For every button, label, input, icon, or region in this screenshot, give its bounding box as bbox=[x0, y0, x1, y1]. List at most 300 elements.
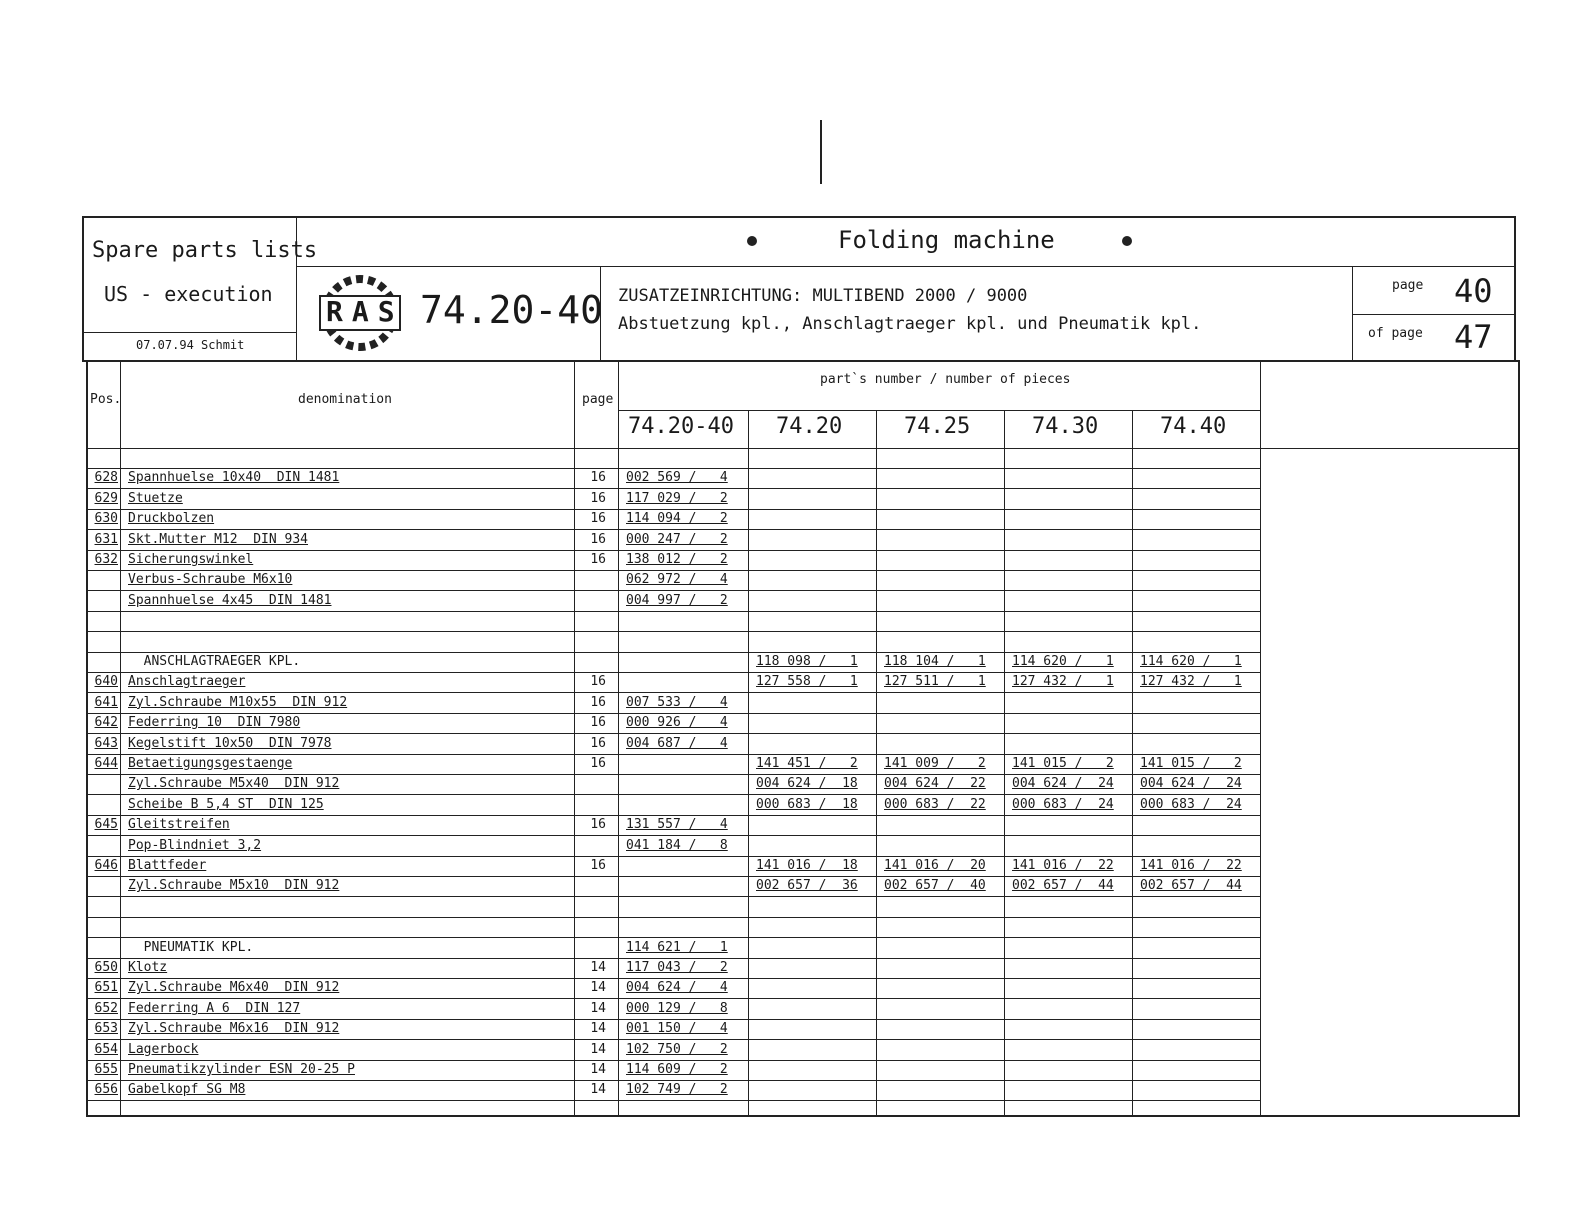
cell-part-number bbox=[1012, 550, 1130, 570]
logo-text: RAS bbox=[326, 295, 404, 328]
cell-page: 16 bbox=[590, 552, 606, 567]
col-variant-5: 74.40 bbox=[1160, 414, 1227, 439]
cell-part-number bbox=[884, 999, 1002, 1019]
subtitle-left: US - execution bbox=[104, 282, 273, 306]
cell-name: Druckbolzen bbox=[128, 511, 215, 527]
cell-part-number: 138 012 / 2 bbox=[626, 552, 728, 567]
cell-part-number bbox=[1012, 632, 1130, 652]
cell-part-number bbox=[756, 917, 874, 937]
cell-part-number bbox=[756, 734, 874, 754]
cell-pos: 651 bbox=[94, 980, 118, 996]
cell-part-number bbox=[626, 672, 744, 692]
cell-page bbox=[578, 917, 606, 937]
cell-part-number: 004 624 / 24 bbox=[1012, 776, 1114, 792]
cell-pos bbox=[90, 795, 118, 815]
cell-part-number: 127 558 / 1 bbox=[756, 674, 858, 690]
registration-mark bbox=[820, 120, 822, 184]
cell-part-number bbox=[884, 509, 1002, 529]
cell-pos: 654 bbox=[94, 1041, 118, 1057]
model-number: 74.20-40 bbox=[420, 288, 604, 332]
cell-pos bbox=[90, 570, 118, 590]
cell-part-number bbox=[1140, 958, 1258, 978]
cell-part-number bbox=[1140, 1080, 1258, 1100]
cell-page bbox=[578, 836, 606, 856]
cell-pos: 646 bbox=[94, 858, 118, 873]
table-row bbox=[82, 468, 1518, 488]
col-variant-1: 74.20-40 bbox=[628, 414, 734, 439]
bullet-right bbox=[1122, 236, 1132, 246]
cell-pos: 641 bbox=[94, 694, 118, 710]
cell-part-number bbox=[884, 836, 1002, 856]
cell-part-number bbox=[1012, 693, 1130, 713]
table-row bbox=[82, 917, 1518, 937]
cell-name: Anschlagtraeger bbox=[128, 674, 246, 690]
cell-part-number bbox=[1140, 632, 1258, 652]
cell-name: Klotz bbox=[128, 960, 168, 975]
cell-part-number bbox=[1140, 734, 1258, 754]
cell-pos bbox=[90, 652, 118, 672]
table-row bbox=[82, 591, 1518, 611]
cell-name bbox=[128, 448, 568, 468]
cell-part-number bbox=[756, 836, 874, 856]
table-row bbox=[82, 754, 1518, 774]
cell-part-number: 004 997 / 2 bbox=[626, 592, 728, 608]
cell-name: PNEUMATIK KPL. bbox=[128, 939, 254, 955]
cell-part-number bbox=[884, 958, 1002, 978]
cell-part-number bbox=[884, 1060, 1002, 1080]
cell-pos bbox=[90, 836, 118, 856]
table-row bbox=[82, 978, 1518, 998]
cell-part-number bbox=[756, 693, 874, 713]
cell-pos bbox=[90, 938, 118, 958]
cell-part-number bbox=[626, 652, 744, 672]
cell-part-number bbox=[756, 1080, 874, 1100]
cell-part-number bbox=[756, 938, 874, 958]
col-variant-3: 74.25 bbox=[904, 414, 971, 439]
cell-part-number: 118 104 / 1 bbox=[884, 654, 986, 669]
cell-part-number bbox=[756, 1040, 874, 1060]
cell-page bbox=[578, 570, 606, 590]
cell-part-number bbox=[626, 774, 744, 794]
cell-page: 14 bbox=[590, 980, 606, 996]
cell-part-number bbox=[756, 591, 874, 611]
cell-part-number bbox=[884, 734, 1002, 754]
spare-parts-sheet bbox=[82, 216, 1518, 1117]
cell-name: Gleitstreifen bbox=[128, 817, 230, 833]
cell-part-number bbox=[1012, 734, 1130, 754]
cell-part-number bbox=[1140, 815, 1258, 835]
cell-part-number bbox=[884, 897, 1002, 917]
cell-part-number bbox=[884, 550, 1002, 570]
cell-part-number bbox=[1140, 550, 1258, 570]
cell-part-number: 102 750 / 2 bbox=[626, 1041, 728, 1057]
cell-part-number bbox=[1012, 468, 1130, 488]
cell-part-number bbox=[626, 754, 744, 774]
title-left: Spare parts lists bbox=[92, 238, 318, 263]
cell-part-number bbox=[1140, 938, 1258, 958]
table-row bbox=[82, 448, 1518, 468]
cell-pos bbox=[90, 448, 118, 468]
cell-part-number: 127 432 / 1 bbox=[1012, 674, 1114, 690]
cell-name: Blattfeder bbox=[128, 858, 207, 873]
cell-part-number bbox=[756, 1060, 874, 1080]
cell-part-number bbox=[626, 632, 744, 652]
cell-part-number bbox=[1012, 815, 1130, 835]
cell-part-number bbox=[1140, 591, 1258, 611]
cell-part-number bbox=[1012, 958, 1130, 978]
cell-part-number: 000 129 / 8 bbox=[626, 1000, 728, 1016]
cell-name bbox=[128, 917, 568, 937]
cell-page bbox=[578, 632, 606, 652]
cell-part-number bbox=[1140, 489, 1258, 509]
cell-part-number bbox=[756, 815, 874, 835]
cell-page: 14 bbox=[590, 1062, 606, 1077]
cell-part-number: 114 094 / 2 bbox=[626, 511, 728, 527]
description-line-2: Abstuetzung kpl., Anschlagtraeger kpl. und Pneumatik kpl. bbox=[618, 314, 1202, 334]
cell-part-number: 141 016 / 18 bbox=[756, 858, 858, 873]
cell-page bbox=[578, 652, 606, 672]
cell-pos: 650 bbox=[94, 960, 118, 975]
cell-page: 14 bbox=[590, 1000, 606, 1016]
cell-part-number: 000 683 / 24 bbox=[1012, 796, 1114, 812]
machine-title: Folding machine bbox=[838, 226, 1055, 254]
cell-part-number bbox=[1140, 570, 1258, 590]
cell-part-number bbox=[884, 693, 1002, 713]
cell-part-number bbox=[1012, 448, 1130, 468]
cell-part-number: 141 016 / 22 bbox=[1012, 858, 1114, 873]
cell-part-number bbox=[884, 448, 1002, 468]
cell-part-number bbox=[884, 1040, 1002, 1060]
cell-page: 14 bbox=[590, 1041, 606, 1057]
cell-name: Spannhuelse 10x40 DIN 1481 bbox=[128, 470, 340, 486]
cell-part-number bbox=[884, 978, 1002, 998]
cell-part-number bbox=[884, 938, 1002, 958]
of-page-value: 47 bbox=[1454, 318, 1493, 356]
cell-part-number: 002 657 / 44 bbox=[1140, 878, 1242, 894]
cell-part-number: 141 015 / 2 bbox=[1140, 756, 1242, 771]
cell-part-number bbox=[1012, 1040, 1130, 1060]
table-row bbox=[82, 530, 1518, 550]
cell-pos: 644 bbox=[94, 756, 118, 771]
table-row bbox=[82, 672, 1518, 692]
cell-part-number: 141 451 / 2 bbox=[756, 756, 858, 771]
table-row bbox=[82, 611, 1518, 631]
col-variant-2: 74.20 bbox=[776, 414, 843, 439]
table-row bbox=[82, 999, 1518, 1019]
cell-part-number: 118 098 / 1 bbox=[756, 654, 858, 669]
cell-part-number bbox=[1012, 938, 1130, 958]
cell-part-number bbox=[1140, 713, 1258, 733]
cell-part-number: 114 621 / 1 bbox=[626, 939, 728, 955]
cell-part-number bbox=[1140, 1060, 1258, 1080]
cell-part-number: 131 557 / 4 bbox=[626, 817, 728, 833]
cell-name: Zyl.Schraube M5x10 DIN 912 bbox=[128, 878, 340, 894]
cell-part-number: 004 624 / 4 bbox=[626, 980, 728, 996]
ras-logo bbox=[316, 274, 404, 352]
cell-part-number bbox=[884, 489, 1002, 509]
cell-part-number bbox=[756, 713, 874, 733]
bullet-left bbox=[747, 236, 757, 246]
cell-part-number bbox=[1140, 836, 1258, 856]
cell-part-number bbox=[1012, 509, 1130, 529]
cell-part-number bbox=[1012, 1019, 1130, 1039]
cell-page bbox=[578, 774, 606, 794]
cell-part-number: 114 609 / 2 bbox=[626, 1062, 728, 1077]
cell-part-number bbox=[1140, 978, 1258, 998]
cell-part-number bbox=[884, 530, 1002, 550]
cell-part-number: 117 043 / 2 bbox=[626, 960, 728, 975]
cell-part-number bbox=[1012, 978, 1130, 998]
cell-name: Betaetigungsgestaenge bbox=[128, 756, 293, 771]
cell-part-number bbox=[1012, 570, 1130, 590]
cell-page: 16 bbox=[590, 858, 606, 873]
cell-part-number bbox=[884, 611, 1002, 631]
cell-part-number bbox=[1012, 897, 1130, 917]
cell-name: Lagerbock bbox=[128, 1041, 199, 1057]
cell-name: Zyl.Schraube M6x16 DIN 912 bbox=[128, 1021, 340, 1037]
cell-page: 16 bbox=[590, 694, 606, 710]
cell-part-number bbox=[756, 509, 874, 529]
cell-name: Pneumatikzylinder ESN 20-25 P bbox=[128, 1062, 355, 1077]
cell-page: 16 bbox=[590, 715, 606, 731]
cell-pos: 653 bbox=[94, 1021, 118, 1037]
cell-part-number bbox=[756, 570, 874, 590]
cell-name: Zyl.Schraube M10x55 DIN 912 bbox=[128, 694, 348, 710]
cell-pos: 630 bbox=[94, 511, 118, 527]
cell-part-number: 001 150 / 4 bbox=[626, 1021, 728, 1037]
col-variant-4: 74.30 bbox=[1032, 414, 1099, 439]
cell-pos bbox=[90, 917, 118, 937]
cell-part-number: 000 926 / 4 bbox=[626, 715, 728, 731]
cell-part-number: 002 657 / 36 bbox=[756, 878, 858, 894]
cell-part-number: 004 624 / 18 bbox=[756, 776, 858, 792]
cell-page: 16 bbox=[590, 674, 606, 690]
cell-pos: 643 bbox=[94, 735, 118, 751]
table-row bbox=[82, 897, 1518, 917]
cell-part-number: 117 029 / 2 bbox=[626, 490, 728, 506]
cell-part-number bbox=[756, 632, 874, 652]
cell-part-number: 000 683 / 18 bbox=[756, 796, 858, 812]
cell-page: 16 bbox=[590, 756, 606, 771]
cell-part-number bbox=[1140, 1019, 1258, 1039]
cell-part-number: 114 620 / 1 bbox=[1140, 654, 1242, 669]
cell-part-number: 002 657 / 44 bbox=[1012, 878, 1114, 894]
table-row bbox=[82, 1019, 1518, 1039]
cell-part-number: 000 683 / 22 bbox=[884, 796, 986, 812]
cell-name: Scheibe B 5,4 ST DIN 125 bbox=[128, 796, 324, 812]
cell-name: Zyl.Schraube M6x40 DIN 912 bbox=[128, 980, 340, 996]
col-page: page bbox=[582, 392, 614, 407]
table-row bbox=[82, 632, 1518, 652]
cell-part-number bbox=[1012, 530, 1130, 550]
cell-part-number bbox=[756, 530, 874, 550]
cell-name: Federring 10 DIN 7980 bbox=[128, 715, 301, 731]
cell-page bbox=[578, 897, 606, 917]
cell-pos bbox=[90, 591, 118, 611]
cell-name bbox=[128, 632, 568, 652]
cell-part-number: 127 432 / 1 bbox=[1140, 674, 1242, 690]
cell-part-number bbox=[884, 570, 1002, 590]
cell-part-number: 002 569 / 4 bbox=[626, 470, 728, 486]
cell-part-number: 141 009 / 2 bbox=[884, 756, 986, 771]
cell-page bbox=[578, 876, 606, 896]
cell-page: 14 bbox=[590, 1082, 606, 1098]
cell-part-number: 002 657 / 40 bbox=[884, 878, 986, 894]
cell-part-number bbox=[626, 795, 744, 815]
cell-pos: 640 bbox=[94, 674, 118, 690]
page-label: page bbox=[1392, 278, 1424, 293]
cell-pos bbox=[90, 632, 118, 652]
cell-pos: 655 bbox=[94, 1062, 118, 1077]
cell-part-number bbox=[626, 856, 744, 876]
cell-name: Gabelkopf SG M8 bbox=[128, 1082, 246, 1098]
cell-part-number: 141 016 / 22 bbox=[1140, 858, 1242, 873]
cell-pos: 642 bbox=[94, 715, 118, 731]
table-row bbox=[82, 509, 1518, 529]
cell-pos: 628 bbox=[94, 470, 118, 486]
col-denomination: denomination bbox=[298, 392, 392, 407]
table-row bbox=[82, 938, 1518, 958]
cell-part-number bbox=[626, 611, 744, 631]
table-row bbox=[82, 734, 1518, 754]
cell-part-number bbox=[1140, 897, 1258, 917]
cell-name: Skt.Mutter M12 DIN 934 bbox=[128, 531, 309, 547]
table-row bbox=[82, 876, 1518, 896]
cell-part-number bbox=[884, 1080, 1002, 1100]
table-row bbox=[82, 774, 1518, 794]
cell-part-number bbox=[626, 897, 744, 917]
cell-part-number bbox=[884, 591, 1002, 611]
cell-part-number bbox=[756, 611, 874, 631]
cell-part-number: 004 687 / 4 bbox=[626, 735, 728, 751]
table-row bbox=[82, 958, 1518, 978]
cell-part-number bbox=[1140, 611, 1258, 631]
table-row bbox=[82, 570, 1518, 590]
cell-part-number bbox=[884, 1019, 1002, 1039]
cell-part-number bbox=[1012, 489, 1130, 509]
table-row bbox=[82, 1040, 1518, 1060]
cell-part-number bbox=[1012, 591, 1130, 611]
cell-part-number: 004 624 / 24 bbox=[1140, 776, 1242, 792]
cell-part-number bbox=[756, 489, 874, 509]
cell-page: 16 bbox=[590, 531, 606, 547]
cell-part-number bbox=[756, 1019, 874, 1039]
cell-pos: 645 bbox=[94, 817, 118, 833]
cell-page: 16 bbox=[590, 511, 606, 527]
cell-name: Kegelstift 10x50 DIN 7978 bbox=[128, 735, 332, 751]
cell-part-number bbox=[884, 815, 1002, 835]
cell-part-number bbox=[626, 917, 744, 937]
cell-pos bbox=[90, 897, 118, 917]
cell-part-number bbox=[756, 978, 874, 998]
cell-part-number bbox=[1140, 468, 1258, 488]
cell-name: Zyl.Schraube M5x40 DIN 912 bbox=[128, 776, 340, 792]
cell-pos bbox=[90, 876, 118, 896]
table-row bbox=[82, 795, 1518, 815]
cell-part-number bbox=[1140, 530, 1258, 550]
cell-part-number: 127 511 / 1 bbox=[884, 674, 986, 690]
cell-pos bbox=[90, 611, 118, 631]
cell-part-number bbox=[756, 448, 874, 468]
cell-pos: 656 bbox=[94, 1082, 118, 1098]
cell-part-number bbox=[1012, 917, 1130, 937]
table-row bbox=[82, 550, 1518, 570]
cell-name: Spannhuelse 4x45 DIN 1481 bbox=[128, 592, 332, 608]
table-row bbox=[82, 693, 1518, 713]
cell-pos: 652 bbox=[94, 1000, 118, 1016]
cell-part-number bbox=[1012, 836, 1130, 856]
table-row bbox=[82, 1080, 1518, 1100]
cell-part-number bbox=[1140, 917, 1258, 937]
of-page-label: of page bbox=[1368, 326, 1423, 341]
cell-pos: 629 bbox=[94, 490, 118, 506]
cell-page: 16 bbox=[590, 735, 606, 751]
col-parts-header: part`s number / number of pieces bbox=[820, 372, 1071, 387]
cell-part-number: 041 184 / 8 bbox=[626, 837, 728, 853]
cell-name: Verbus-Schraube M6x10 bbox=[128, 572, 293, 588]
cell-part-number: 114 620 / 1 bbox=[1012, 654, 1114, 669]
page-value: 40 bbox=[1454, 272, 1493, 310]
cell-part-number: 062 972 / 4 bbox=[626, 572, 728, 588]
cell-name: Pop-Blindniet 3,2 bbox=[128, 837, 262, 853]
cell-part-number bbox=[756, 999, 874, 1019]
cell-part-number: 004 624 / 22 bbox=[884, 776, 986, 792]
cell-part-number bbox=[1012, 1060, 1130, 1080]
cell-part-number bbox=[756, 897, 874, 917]
cell-page: 14 bbox=[590, 960, 606, 975]
cell-part-number bbox=[1140, 448, 1258, 468]
table-row bbox=[82, 1060, 1518, 1080]
cell-pos bbox=[90, 774, 118, 794]
table-row bbox=[82, 489, 1518, 509]
cell-part-number bbox=[756, 550, 874, 570]
table-row bbox=[82, 652, 1518, 672]
cell-part-number bbox=[1012, 713, 1130, 733]
cell-part-number bbox=[1012, 1080, 1130, 1100]
cell-part-number bbox=[1140, 1040, 1258, 1060]
cell-part-number bbox=[756, 468, 874, 488]
cell-part-number: 141 015 / 2 bbox=[1012, 756, 1114, 771]
cell-name: Sicherungswinkel bbox=[128, 552, 254, 567]
cell-part-number: 007 533 / 4 bbox=[626, 694, 728, 710]
cell-part-number bbox=[1012, 611, 1130, 631]
cell-pos: 632 bbox=[94, 552, 118, 567]
cell-name: ANSCHLAGTRAEGER KPL. bbox=[128, 654, 301, 669]
cell-page bbox=[578, 938, 606, 958]
cell-part-number bbox=[1140, 509, 1258, 529]
cell-part-number bbox=[756, 958, 874, 978]
col-pos: Pos. bbox=[90, 392, 122, 407]
cell-name bbox=[128, 897, 568, 917]
table-row bbox=[82, 815, 1518, 835]
cell-part-number bbox=[884, 468, 1002, 488]
cell-part-number bbox=[1140, 999, 1258, 1019]
cell-page: 16 bbox=[590, 490, 606, 506]
cell-page bbox=[578, 448, 606, 468]
cell-page: 16 bbox=[590, 470, 606, 486]
cell-part-number: 102 749 / 2 bbox=[626, 1082, 728, 1098]
cell-name: Stuetze bbox=[128, 490, 183, 506]
cell-page: 16 bbox=[590, 817, 606, 833]
date-author: 07.07.94 Schmit bbox=[136, 338, 245, 352]
cell-page: 14 bbox=[590, 1021, 606, 1037]
cell-page bbox=[578, 591, 606, 611]
cell-part-number: 000 247 / 2 bbox=[626, 531, 728, 547]
cell-part-number bbox=[1012, 999, 1130, 1019]
cell-part-number bbox=[626, 876, 744, 896]
cell-part-number bbox=[884, 632, 1002, 652]
description-line-1: ZUSATZEINRICHTUNG: MULTIBEND 2000 / 9000 bbox=[618, 286, 1028, 306]
